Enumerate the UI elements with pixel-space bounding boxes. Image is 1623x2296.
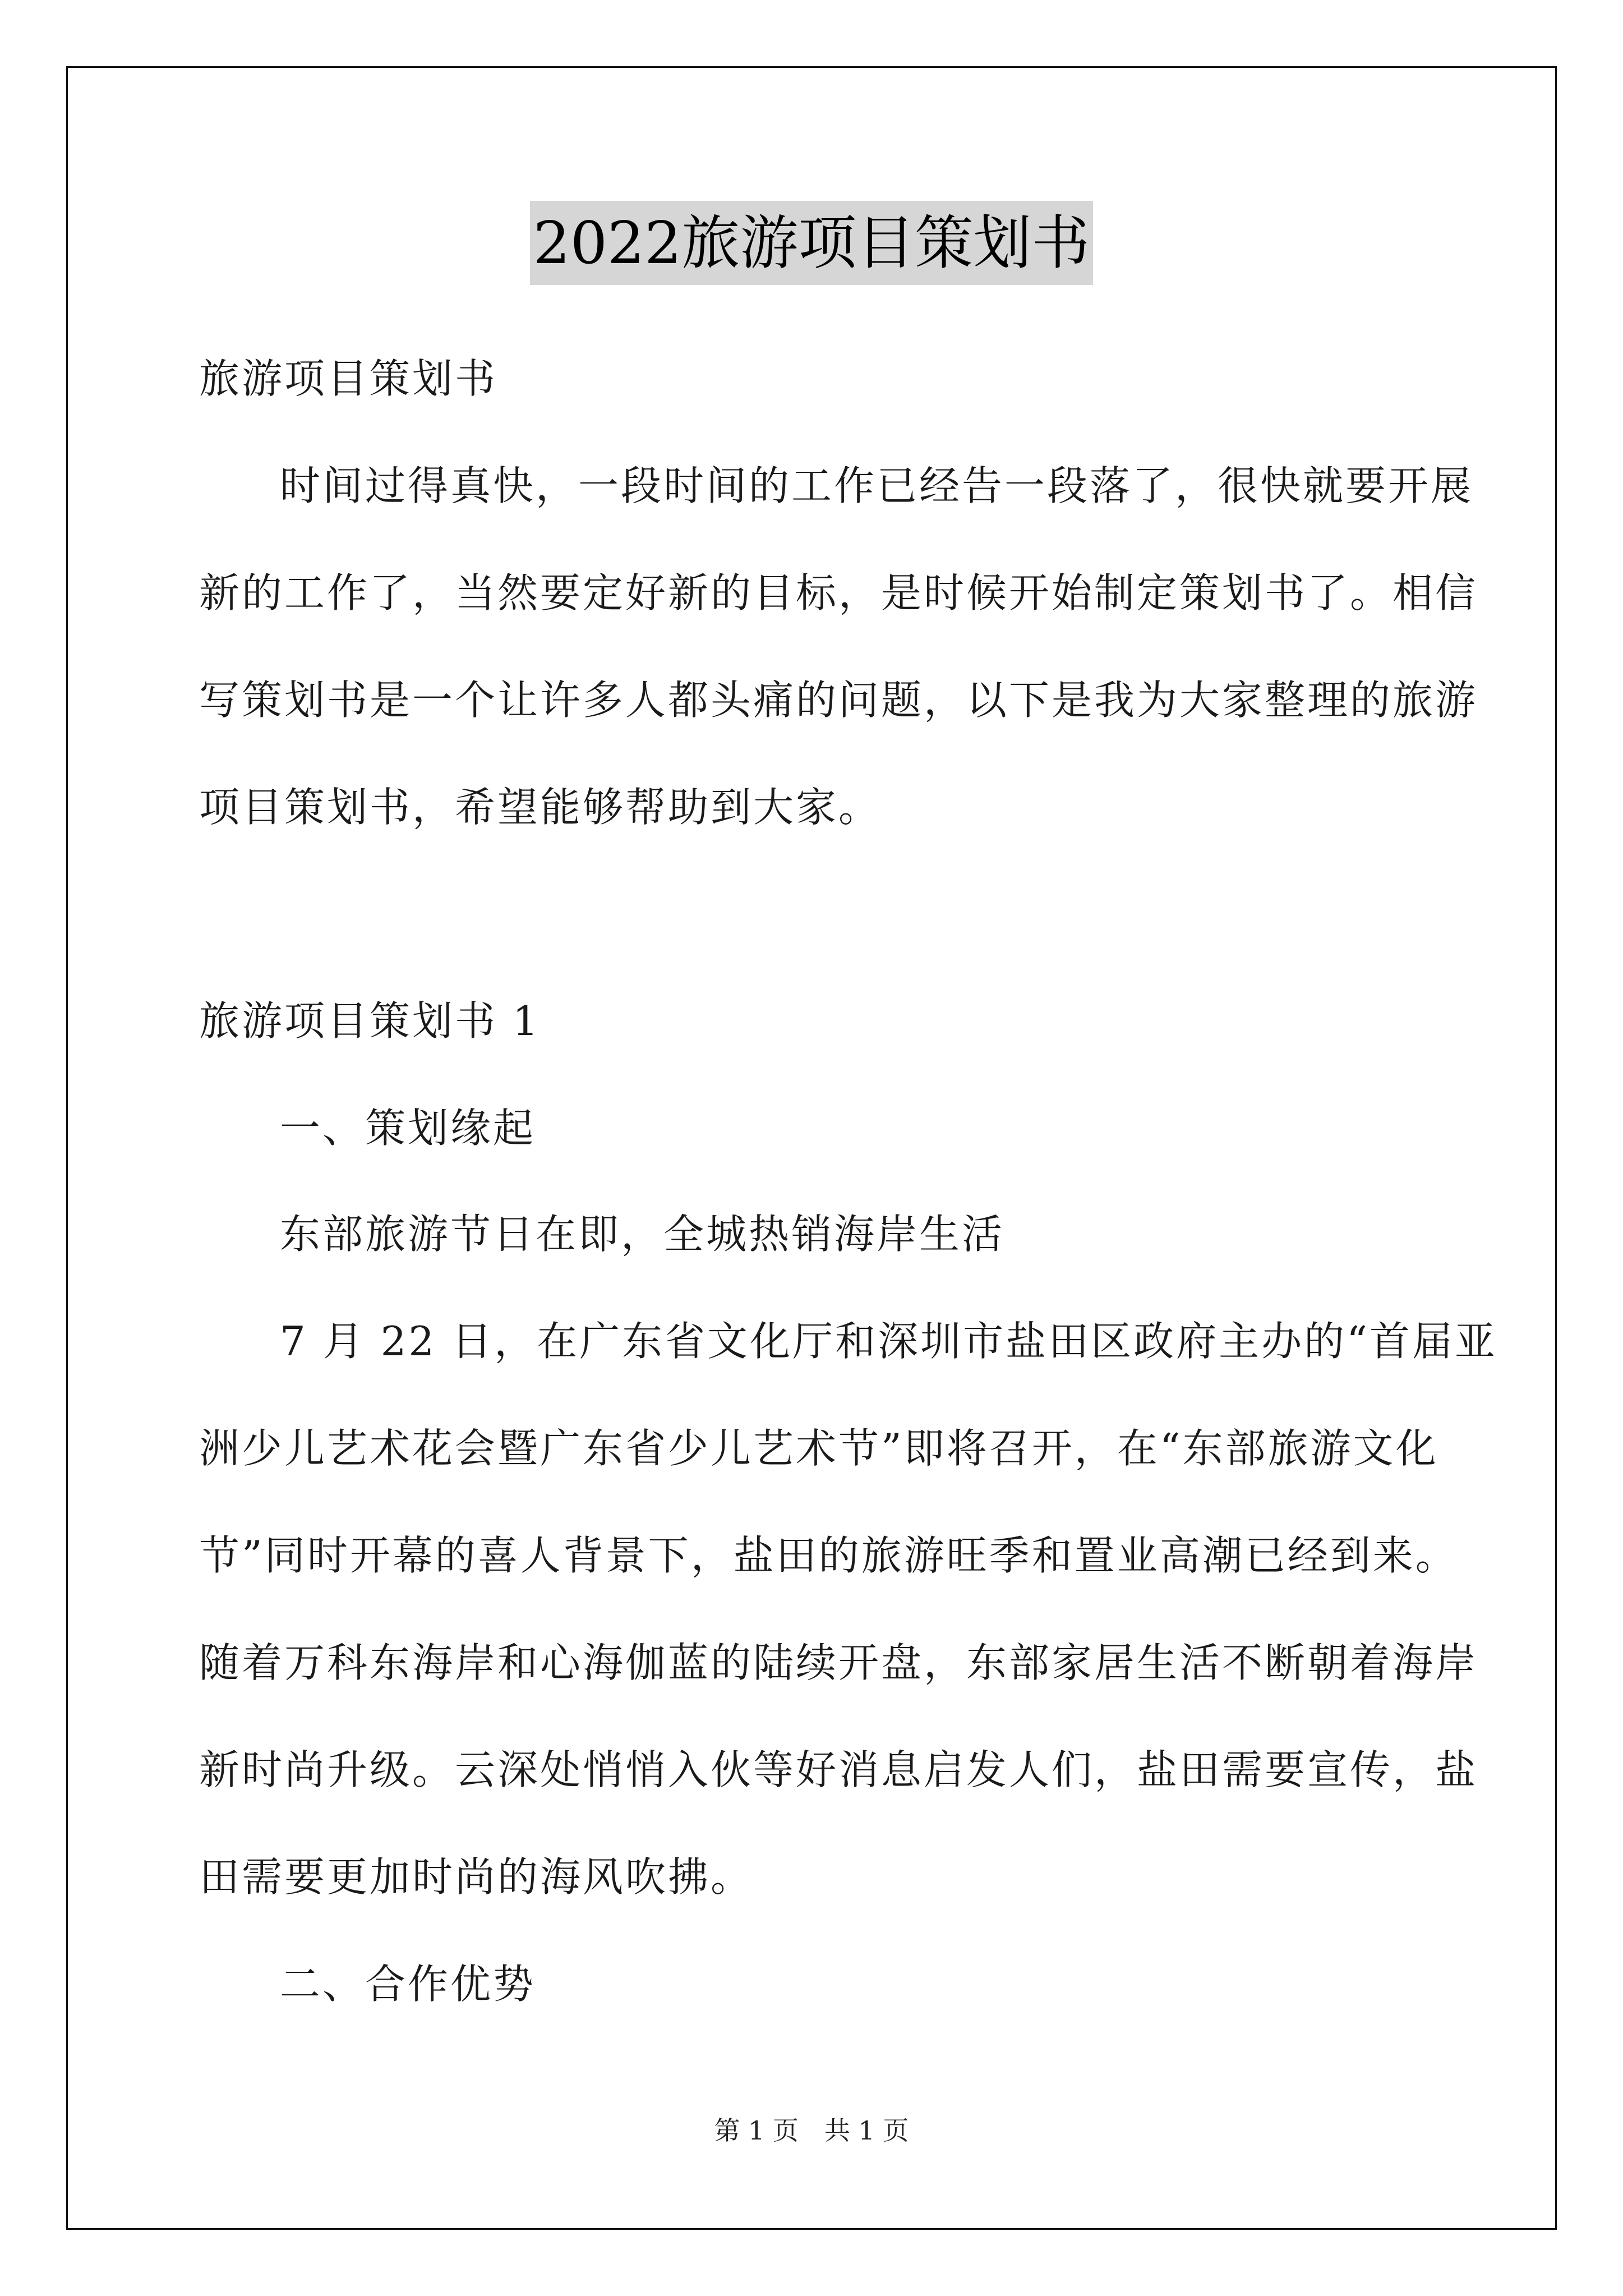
paragraph-line: 田需要更加时尚的海风吹拂。 bbox=[199, 1853, 754, 1901]
section-heading: 旅游项目策划书 1 bbox=[199, 997, 541, 1045]
subsection-heading: 二、合作优势 bbox=[280, 1961, 536, 2008]
paragraph-line: 时间过得真快，一段时间的工作已经告一段落了，很快就要开展 bbox=[280, 462, 1474, 509]
paragraph-line: 新时尚升级。云深处悄悄入伙等好消息启发人们，盐田需要宣传，盐 bbox=[199, 1746, 1478, 1793]
paragraph-line: 随着万科东海岸和心海伽蓝的陆续开盘，东部家居生活不断朝着海岸 bbox=[199, 1639, 1478, 1686]
paragraph-line: 洲少儿艺术花会暨广东省少儿艺术节”即将召开，在“东部旅游文化 bbox=[199, 1425, 1438, 1472]
page-footer: 第 1 页 共 1 页 bbox=[714, 2115, 909, 2146]
paragraph-line: 东部旅游节日在即，全城热销海岸生活 bbox=[280, 1211, 1005, 1258]
section-heading: 旅游项目策划书 bbox=[199, 355, 498, 402]
paragraph-line: 项目策划书，希望能够帮助到大家。 bbox=[199, 784, 882, 831]
subsection-heading: 一、策划缘起 bbox=[280, 1105, 536, 1152]
document-title: 2022旅游项目策划书 bbox=[530, 201, 1094, 285]
paragraph-line: 新的工作了，当然要定好新的目标，是时候开始制定策划书了。相信 bbox=[199, 569, 1478, 616]
paragraph-line: 节”同时开幕的喜人背景下，盐田的旅游旺季和置业高潮已经到来。 bbox=[199, 1532, 1458, 1579]
paragraph-line: 7 月 22 日，在广东省文化厅和深圳市盐田区政府主办的“首届亚 bbox=[280, 1318, 1497, 1365]
paragraph-line: 写策划书是一个让许多人都头痛的问题，以下是我为大家整理的旅游 bbox=[199, 677, 1478, 724]
title-container bbox=[0, 201, 1623, 285]
